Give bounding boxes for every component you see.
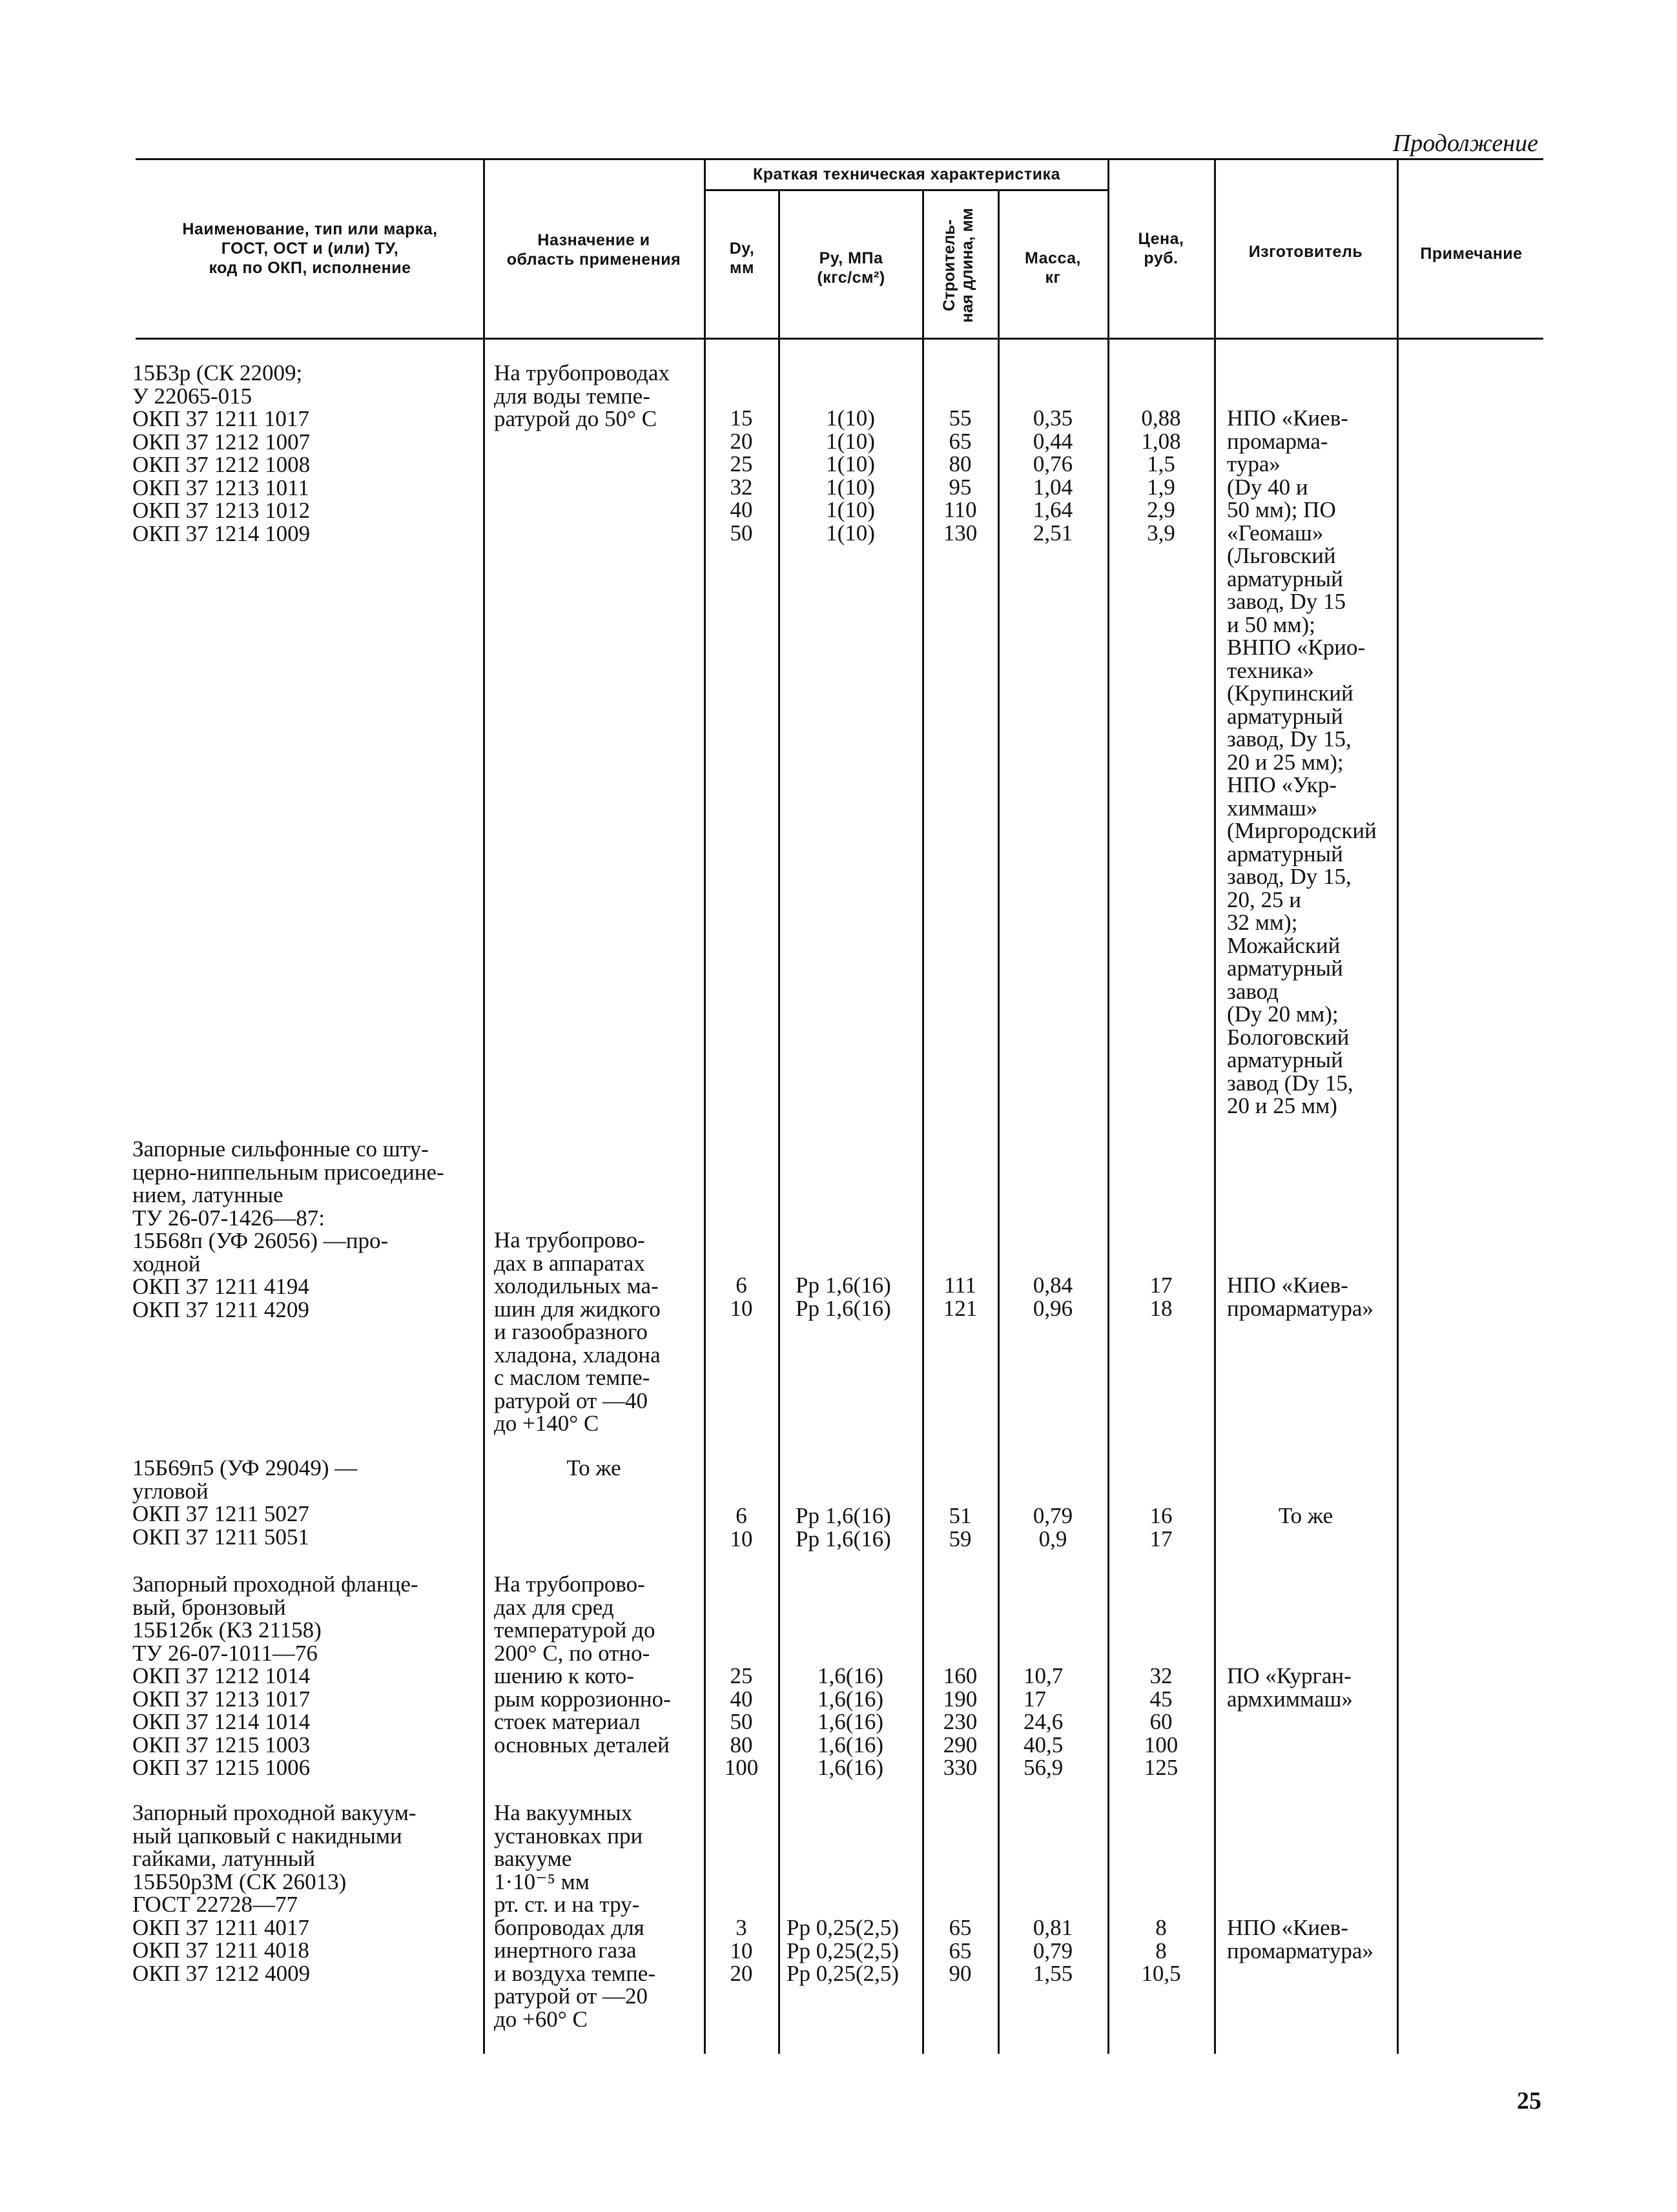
header-group-title: Краткая техническая характеристика [753,165,1060,183]
row-2-price: 17 18 [1149,1273,1173,1321]
row-3-mass: 0,79 0,9 [1033,1503,1073,1551]
row-5-purpose: На вакуумных установках при вакууме 1·10⁻⁵ мм рт. ст. и на тру- бопроводах для инертного газа и воздуха темпе- ратурой от —20 до +60° С [494,1800,655,2032]
row-5-name: Запорный проходной вакуум- ный цапковый с накидными гайками, латунный 15Б50р3М (СК 26013) ГОСТ 22728—77 ОКП 37 1211 4017 ОКП 37 1211 4018 ОКП 37 1212 4009 [132,1800,417,1986]
header-price: Цена, руб. [1138,230,1184,267]
col-rule [1397,340,1399,2054]
row-2-mass: 0,84 0,96 [1033,1273,1073,1321]
header-bottom-rule [136,338,1543,340]
row-2-pn: Pр 1,6(16) Pр 1,6(16) [796,1273,891,1321]
header-purpose: Назначение и область применения [506,231,681,269]
row-5-maker: НПО «Киев- промарматура» [1227,1915,1373,1963]
row-3-dn: 6 10 [730,1503,753,1551]
row-5-price: 8 8 10,5 [1141,1915,1181,1986]
row-4-length: 160 190 230 290 330 [943,1663,978,1780]
row-3-pn: Pр 1,6(16) Pр 1,6(16) [796,1503,891,1551]
row-1-length: 55 65 80 95 110 130 [943,405,978,546]
page-number: 25 [1517,2087,1541,2115]
col-rule [998,340,1000,2054]
row-2-purpose: На трубопрово- дах в аппаратах холодильных ма- шин для жидкого и газообразного хладона, хладона с маслом темпе- ратурой от —40 до +140° С [494,1227,661,1436]
row-1-purpose: На трубопроводах для воды темпе- ратурой до 50° С [494,360,670,431]
row-1-price: 0,88 1,08 1,5 1,9 2,9 3,9 [1141,405,1181,546]
col-rule [704,340,706,2054]
row-4-dn: 25 40 50 80 100 [724,1663,759,1780]
header-note: Примечание [1420,245,1523,263]
row-5-length: 65 65 90 [949,1915,972,1986]
row-4-mass: 10,7 17 24,6 40,5 56,9 [1024,1663,1064,1780]
col-rule [483,340,485,2054]
row-2-length: 111 121 [943,1273,978,1321]
row-2-dn: 6 10 [730,1273,753,1321]
table-top-rule [136,158,1543,160]
header-pn: Pу, МПа (кгс/см²) [817,249,885,287]
row-4-name: Запорный проходной фланце- вый, бронзовый 15Б12бк (КЗ 21158) ТУ 26-07-1011—76 ОКП 37 1212 1014 ОКП 37 1213 1017 ОКП 37 1214 1014 ОКП 37 1215 1003 ОКП 37 1215 1006 [132,1572,418,1780]
row-4-purpose: На трубопрово- дах для сред температурой до 200° С, по отно- шению к кото- рым коррозионно- стоек материал основных деталей [494,1572,671,1757]
row-1-pn: 1(10) 1(10) 1(10) 1(10) 1(10) 1(10) [826,405,875,546]
row-2-maker: НПО «Киев- промарматура» [1227,1273,1373,1321]
group-header-rule [704,189,1107,191]
row-1-dn: 15 20 25 32 40 50 [730,405,753,546]
row-5-dn: 3 10 20 [730,1915,753,1986]
col-rule [704,160,706,338]
row-3-price: 16 17 [1149,1503,1173,1551]
row-3-name: 15Б69п5 (УФ 29049) — угловой ОКП 37 1211 5027 ОКП 37 1211 5051 [132,1455,358,1550]
row-1-maker: НПО «Киев- промарма- тура» (Dу 40 и 50 мм); ПО «Геомаш» (Льговский арматурный завод, Dу 15 и 50 мм); ВНПО «Крио- техника» (Крупинский арматурный завод, Dу 15, 20 и 25 мм); НПО «Укр- химмаш» (Миргородский арматурный завод, Dу 15, 20, 25 и 32 мм); Можайский арматурный завод (Dу 20 мм); Бологовский арматурный завод (Dу 15, 20 и 25 мм) [1227,405,1377,1118]
row-3-maker: То же [1278,1503,1333,1528]
row-3-purpose: То же [566,1455,621,1480]
header-maker: Изготовитель [1248,243,1363,261]
row-2-name: Запорные сильфонные со шту- церно-ниппельным присоедине- нием, латунные ТУ 26-07-1426—87: 15Б68п (УФ 26056) —про- ходной ОКП 37 1211 4194 ОКП 37 1211 4209 [132,1136,444,1322]
col-rule [922,340,924,2054]
col-rule [778,340,780,2054]
col-rule [922,191,924,338]
row-4-maker: ПО «Курган- армхиммаш» [1227,1663,1353,1712]
header-length: Строитель- ная длина, мм [940,208,976,323]
row-4-price: 32 45 60 100 125 [1144,1663,1178,1780]
col-rule [1214,340,1216,2054]
row-1-name: 15Б3р (СК 22009; У 22065-015 ОКП 37 1211 1017 ОКП 37 1212 1007 ОКП 37 1212 1008 ОКП 37 1213 1011 ОКП 37 1213 1012 ОКП 37 1214 1009 [132,360,311,546]
row-4-pn: 1,6(16) 1,6(16) 1,6(16) 1,6(16) 1,6(16) [817,1663,884,1780]
row-3-length: 51 59 [949,1503,972,1551]
col-rule [483,160,485,338]
header-mass: Масса, кг [1025,249,1081,287]
row-5-pn: Pр 0,25(2,5) Pр 0,25(2,5) Pр 0,25(2,5) [787,1915,900,1986]
header-dn: Dу, мм [729,240,755,277]
col-rule [1107,340,1109,2054]
continuation-label: Продолжение [1392,130,1538,157]
row-5-mass: 0,81 0,79 1,55 [1033,1915,1073,1986]
header-name: Наименование, тип или марка, ГОСТ, ОСТ и (или) ТУ, код по ОКП, исполнение [182,220,438,277]
row-1-mass: 0,35 0,44 0,76 1,04 1,64 2,51 [1033,405,1073,546]
